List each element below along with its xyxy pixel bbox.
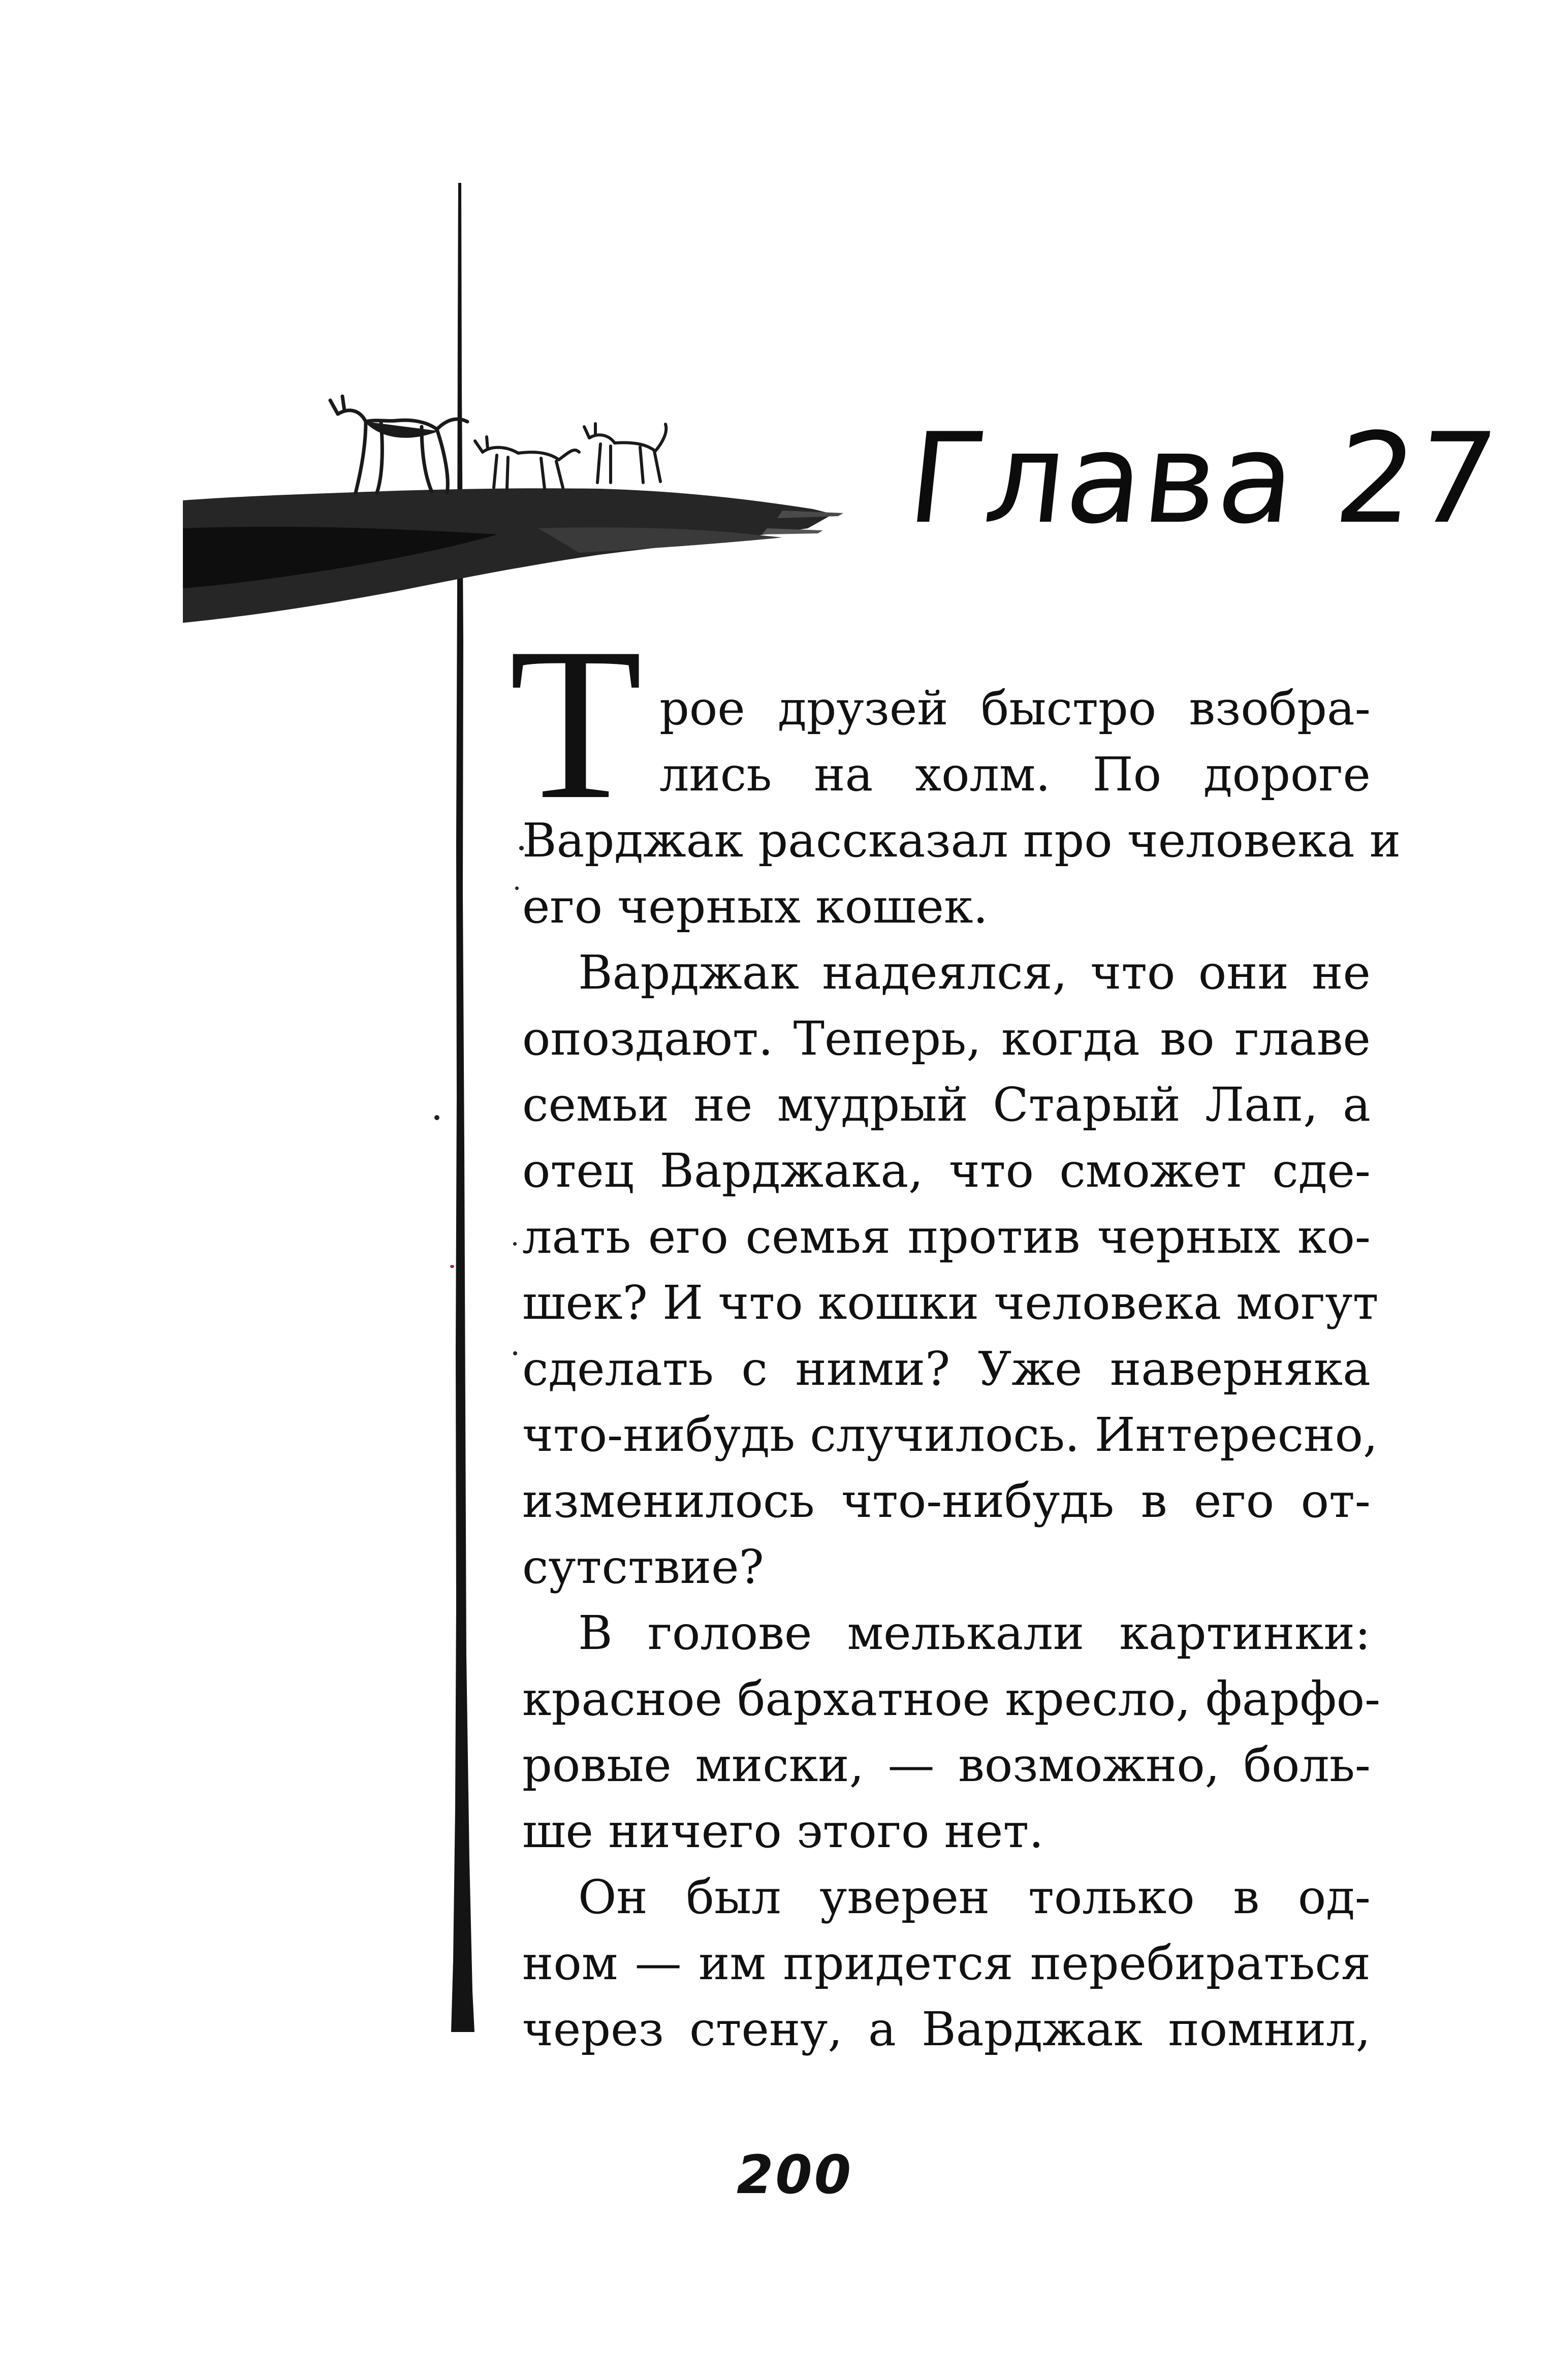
cat-silhouette [584, 424, 666, 483]
text-line: шек? И что кошки человека могут [522, 1276, 1379, 1330]
text-line: Варджак надеялся, что они не [578, 945, 1371, 1000]
paragraph [522, 940, 1379, 1600]
text-line: через стену, а Варджак помнил, [522, 2002, 1371, 2056]
text-line: сутствие? [522, 1540, 764, 1594]
text-line: красное бархатное кресло, фарфо- [522, 1672, 1381, 1726]
ink-speck [513, 1351, 517, 1355]
text-line: опоздают. Теперь, когда во главе [522, 1011, 1371, 1066]
text-line: В голове мелькали картинки: [578, 1606, 1371, 1660]
text-line: Он был уверен только в од- [578, 1870, 1371, 1924]
text-line: лись на холм. По дороге [659, 747, 1371, 802]
ink-speck [513, 1242, 517, 1246]
chapter-text [522, 676, 1401, 2062]
cat-silhouette [475, 437, 579, 489]
chapter-title: Глава 27 [902, 406, 1505, 551]
cats-on-brush-illustration [183, 376, 843, 640]
paragraph [522, 676, 1401, 940]
text-line: лать его семья против черных ко- [522, 1210, 1371, 1264]
text-line: Варджак рассказал про человека и [522, 813, 1401, 868]
text-line: сделать с ними? Уже наверняка [522, 1342, 1371, 1396]
text-line: изменилось что-нибудь в его от- [522, 1474, 1371, 1528]
paragraph [522, 1600, 1381, 1864]
ink-speck [515, 886, 519, 890]
ink-speck [434, 1115, 439, 1120]
text-line: что-нибудь случилось. Интересно, [522, 1408, 1378, 1462]
text-line: ше ничего этого нет. [522, 1804, 1044, 1858]
ink-speck [450, 1265, 454, 1268]
paragraph [522, 1864, 1371, 2062]
text-line: рое друзей быстро взобра- [659, 681, 1371, 736]
text-line: семьи не мудрый Старый Лап, а [522, 1077, 1371, 1132]
text-line: ровые миски, — возможно, боль- [522, 1738, 1371, 1792]
drop-cap: Т [509, 603, 643, 845]
text-line: отец Варджака, что сможет сде- [522, 1144, 1371, 1198]
text-line: его черных кошек. [522, 879, 988, 934]
cat-silhouette [330, 396, 467, 493]
text-line: ном — им придется перебираться [522, 1936, 1371, 1990]
page-number: 200 [737, 2144, 853, 2206]
